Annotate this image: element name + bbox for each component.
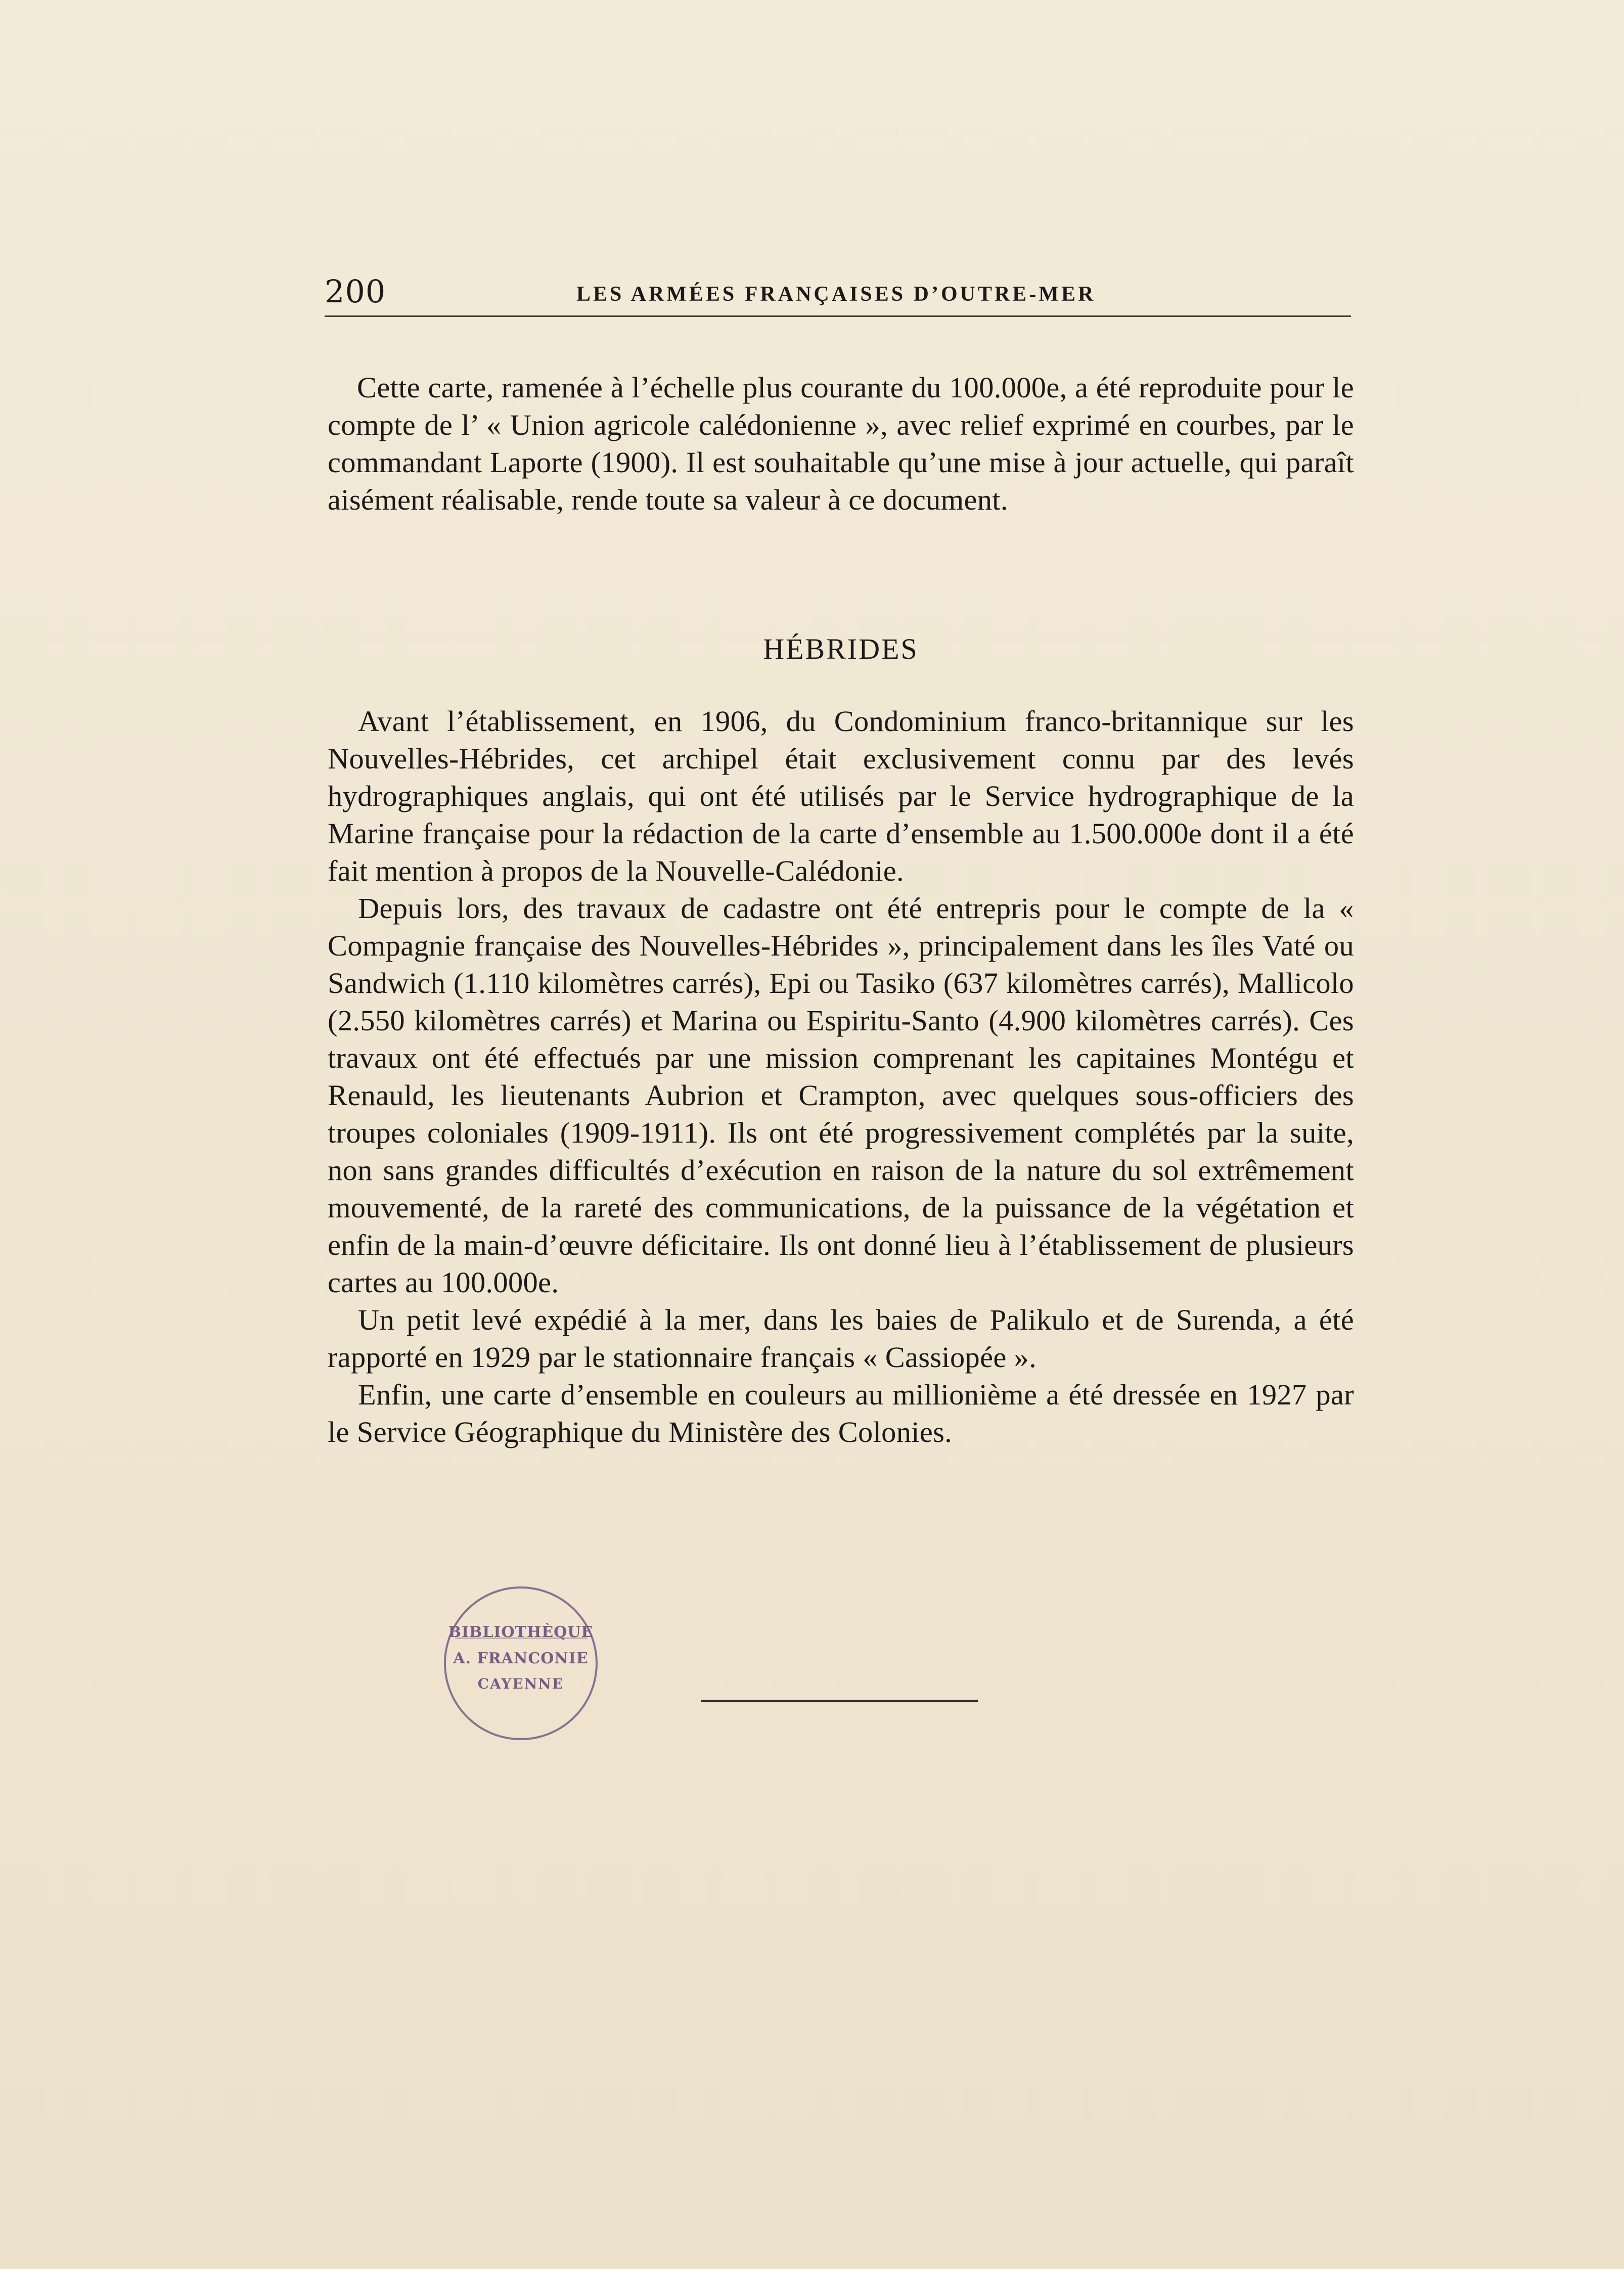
- header-rule: [325, 315, 1351, 317]
- section-paragraph-3: Un petit levé expédié à la mer, dans les baies de Palikulo et de Surenda, a été rapporté en 1929 par le stationnaire français « Cassiopée ».: [328, 1303, 1354, 1374]
- stamp-text-line1: BIBLIOTHÈQUE: [448, 1623, 594, 1641]
- stamp-text-line3: CAYENNE: [477, 1675, 564, 1692]
- running-head: [325, 273, 1351, 320]
- running-title: LES ARMÉES FRANÇAISES D’OUTRE-MER: [576, 283, 1096, 306]
- section-title: HÉBRIDES: [763, 632, 919, 665]
- intro-text-block: [328, 369, 1354, 519]
- library-stamp: [440, 1582, 602, 1744]
- intro-paragraph: Cette carte, ramenée à l’échelle plus courante du 100.000e, a été reproduite pour le compte de l’ « Union agricole calédonienne », avec relief exprimé en courbes, par le commandant Laporte (1900). Il est souhaitable qu’une mise à jour actuelle, qui paraît aisément réalisable, rende toute sa valeur à ce document.: [328, 371, 1354, 516]
- section-paragraph-2: Depuis lors, des travaux de cadastre ont été entrepris pour le compte de la « Compagnie française des Nouvelles-Hébrides », principalement dans les îles Vaté ou Sandwich (1.110 kilomètres carrés), Epi ou Tasiko (637 kilomètres carrés), Mallicolo (2.550 kilomètres carrés) et Marina ou Espiritu-Santo (4.900 kilomètres carrés). Ces travaux ont été effectués par une mission comprenant les capitaines Montégu et Renauld, les lieutenants Aubrion et Crampton, avec quelques sous-officiers des troupes coloniales (1909-1911). Ils ont été progressivement complétés par la suite, non sans grandes difficultés d’exécution en raison de la nature du sol extrêmement mouvementé, de la rareté des communications, de la puissance de la végétation et enfin de la main-d’œuvre déficitaire. Ils ont donné lieu à l’établissement de plusieurs cartes au 100.000e.: [328, 892, 1354, 1299]
- section-paragraph-4: Enfin, une carte d’ensemble en couleurs au millionième a été dressée en 1927 par le Service Géographique du Ministère des Colonies.: [328, 1378, 1354, 1448]
- page-number: 200: [325, 273, 386, 310]
- end-rule: [701, 1700, 978, 1702]
- section-paragraph-1: Avant l’établissement, en 1906, du Condominium franco-britannique sur les Nouvelles-Hébrides, cet archipel était exclusivement connu par des levés hydrographiques anglais, qui ont été utilisés par le Service hydrographique de la Marine française pour la rédaction de la carte d’ensemble au 1.500.000e dont il a été fait mention à propos de la Nouvelle-Calédonie.: [328, 705, 1354, 887]
- stamp-text-line2: A. FRANCONIE: [453, 1650, 589, 1667]
- section-text-block: [328, 703, 1354, 1451]
